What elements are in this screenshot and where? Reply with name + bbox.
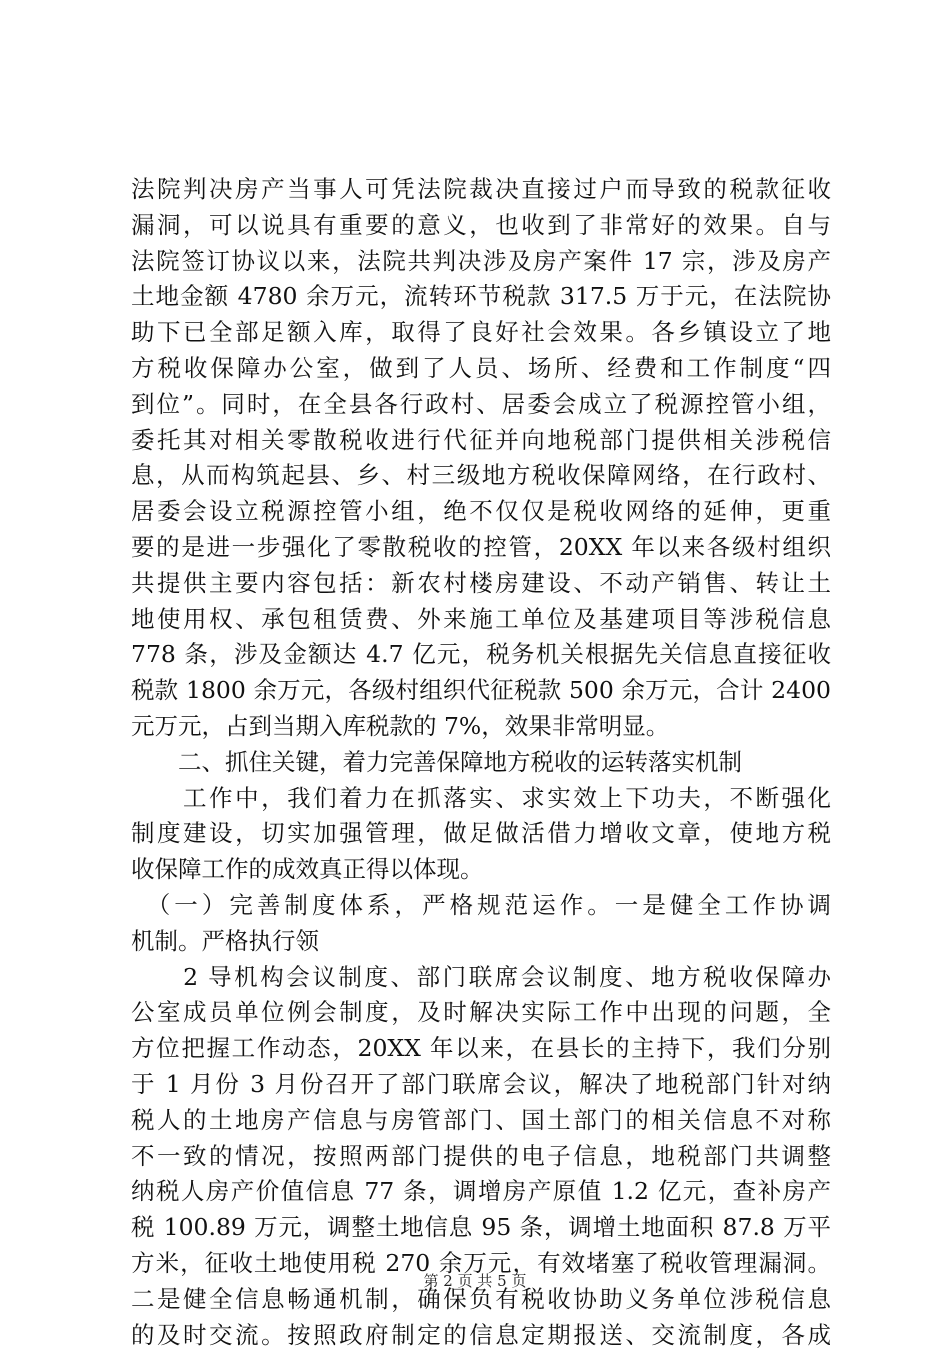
text-line: 方米，征收土地使用税 270 余万元，有效堵塞了税收管理漏洞。 bbox=[131, 1246, 831, 1282]
text-line: 二是健全信息畅通机制，确保负有税收协助义务单位涉税信息 bbox=[131, 1282, 831, 1318]
text-line: 税 100.89 万元，调整土地信息 95 条，调增土地面积 87.8 万平 bbox=[131, 1210, 831, 1246]
text-line: 二、抓住关键，着力完善保障地方税收的运转落实机制 bbox=[131, 745, 831, 781]
text-line: 委托其对相关零散税收进行代征并向地税部门提供相关涉税信 bbox=[131, 423, 831, 459]
text-line: 工作中，我们着力在抓落实、求实效上下功夫，不断强化 bbox=[131, 781, 831, 817]
text-line: 于 1 月份 3 月份召开了部门联席会议，解决了地税部门针对纳 bbox=[131, 1067, 831, 1103]
text-line: 方税收保障办公室，做到了人员、场所、经费和工作制度“四 bbox=[131, 351, 831, 387]
text-line: 778 条，涉及金额达 4.7 亿元，税务机关根据先关信息直接征收 bbox=[131, 637, 831, 673]
text-line: 要的是进一步强化了零散税收的控管，20XX 年以来各级村组织 bbox=[131, 530, 831, 566]
text-line: 息，从而构筑起县、乡、村三级地方税收保障网络，在行政村、 bbox=[131, 458, 831, 494]
text-line: 居委会设立税源控管小组，绝不仅仅是税收网络的延伸，更重 bbox=[131, 494, 831, 530]
text-line: 元万元，占到当期入库税款的 7%，效果非常明显。 bbox=[131, 709, 831, 745]
text-line: 税人的土地房产信息与房管部门、国土部门的相关信息不对称 bbox=[131, 1103, 831, 1139]
text-line: 共提供主要内容包括：新农村楼房建设、不动产销售、转让土 bbox=[131, 566, 831, 602]
text-line: 法院签订协议以来，法院共判决涉及房产案件 17 宗，涉及房产 bbox=[131, 244, 831, 280]
text-line: 收保障工作的成效真正得以体现。 bbox=[131, 852, 831, 888]
page-footer: 第 2 页 共 5 页 bbox=[0, 1271, 950, 1291]
text-line: 到位”。同时，在全县各行政村、居委会成立了税源控管小组， bbox=[131, 387, 831, 423]
text-line: 纳税人房产价值信息 77 条，调增房产原值 1.2 亿元，查补房产 bbox=[131, 1174, 831, 1210]
text-line: 制度建设，切实加强管理，做足做活借力增收文章，使地方税 bbox=[131, 816, 831, 852]
text-line: （一）完善制度体系，严格规范运作。一是健全工作协调 bbox=[131, 888, 831, 924]
text-line: 不一致的情况，按照两部门提供的电子信息，地税部门共调整 bbox=[131, 1139, 831, 1175]
text-line: 地使用权、承包租赁费、外来施工单位及基建项目等涉税信息 bbox=[131, 602, 831, 638]
text-line: 方位把握工作动态，20XX 年以来，在县长的主持下，我们分别 bbox=[131, 1031, 831, 1067]
text-line: 土地金额 4780 余万元，流转环节税款 317.5 万于元，在法院协 bbox=[131, 279, 831, 315]
text-line: 的及时交流。按照政府制定的信息定期报送、交流制度，各成 bbox=[131, 1318, 831, 1353]
text-line: 税款 1800 余万元，各级村组织代征税款 500 余万元，合计 2400 bbox=[131, 673, 831, 709]
text-line: 法院判决房产当事人可凭法院裁决直接过户而导致的税款征收 bbox=[131, 172, 831, 208]
text-line: 机制。严格执行领 bbox=[131, 924, 831, 960]
text-line: 2 导机构会议制度、部门联席会议制度、地方税收保障办 bbox=[131, 960, 831, 996]
document-body bbox=[131, 172, 831, 1353]
text-line: 助下已全部足额入库，取得了良好社会效果。各乡镇设立了地 bbox=[131, 315, 831, 351]
text-line: 漏洞，可以说具有重要的意义，也收到了非常好的效果。自与 bbox=[131, 208, 831, 244]
text-line: 公室成员单位例会制度，及时解决实际工作中出现的问题，全 bbox=[131, 995, 831, 1031]
